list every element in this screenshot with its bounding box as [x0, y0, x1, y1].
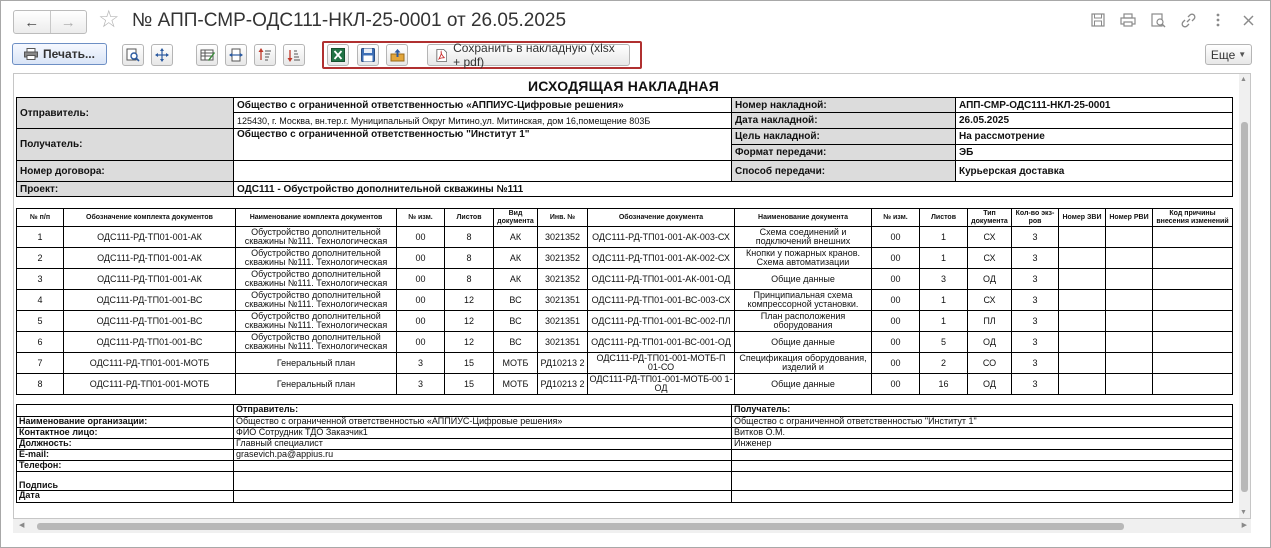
table-body [17, 227, 1233, 395]
cell-doc-name [735, 311, 872, 332]
vertical-scrollbar[interactable] [1239, 74, 1250, 518]
cell-doc-type: ОД [968, 269, 1012, 290]
close-icon[interactable] [1240, 11, 1256, 29]
email-label: E-mail: [17, 450, 234, 461]
cell-empty [1106, 332, 1153, 353]
cell-text: План расположения оборудования [760, 312, 846, 330]
contract-value [234, 161, 732, 182]
contact-sender: ФИО Сотрудник ТДО Заказчик1 [234, 428, 732, 439]
export-box-icon [390, 48, 405, 62]
email-recipient [732, 450, 1233, 461]
cell-doc-type: СО [968, 353, 1012, 374]
cell-doc-name [735, 248, 872, 269]
cell-copies: 3 [1012, 374, 1059, 395]
preview-search-icon[interactable] [1150, 11, 1166, 29]
cell-empty [1106, 311, 1153, 332]
favorite-star-icon[interactable]: ☆ [98, 6, 120, 33]
table-row [17, 227, 1233, 248]
cell-set-code: ОДС111-РД-ТП01-001-МОТБ [64, 353, 236, 374]
cell-text: 3021351 [544, 316, 581, 326]
invoice-date: 26.05.2025 [956, 113, 1233, 129]
cell-text: ОДС111-РД-ТП01-001-АК-001-ОД [591, 274, 731, 284]
cell-text: Обустройство дополнительной скважины №111. Технологическая [244, 228, 388, 246]
cell-set-code: ОДС111-РД-ТП01-001-ВС [64, 311, 236, 332]
cell-kind: ВС [494, 311, 538, 332]
scroll-right-icon[interactable]: ▶ [1241, 522, 1247, 529]
save-file-button[interactable] [357, 44, 379, 66]
table-row [17, 353, 1233, 374]
cell-doc-type: СХ [968, 248, 1012, 269]
email-sender: grasevich.pa@appius.ru [234, 450, 732, 461]
save-to-invoice-label: Сохранить в накладную (xlsx + pdf) [453, 41, 615, 69]
cell-set-rev: 00 [397, 227, 445, 248]
col-header-doc-name: Наименование документа [735, 209, 872, 227]
scroll-down-icon[interactable]: ▼ [1240, 509, 1247, 516]
cell-text: ОДС111-РД-ТП01-001-АК-003-СХ [592, 232, 730, 242]
recipient-label: Получатель: [17, 129, 234, 161]
pdf-icon [436, 48, 447, 63]
cell-doc-name [735, 269, 872, 290]
cell-doc-name [735, 374, 872, 395]
cell-text: РД10213 2 [540, 379, 585, 389]
cell-empty [1059, 311, 1106, 332]
cell-empty [1153, 353, 1233, 374]
method-value: Курьерская доставка [956, 161, 1233, 182]
cell-doc-type: ПЛ [968, 311, 1012, 332]
cell-doc-code [588, 353, 735, 374]
cell-doc-rev: 00 [872, 290, 920, 311]
cell-kind: АК [494, 269, 538, 290]
cell-text: ОДС111-РД-ТП01-001-ВС-002-ПЛ [591, 316, 731, 326]
col-header-doc-code: Обозначение документа [588, 209, 735, 227]
cell-text: Общие данные [771, 274, 835, 284]
cell-text: Спецификация оборудования, изделий и [739, 354, 867, 372]
cell-empty [1106, 227, 1153, 248]
col-header-zvi: Номер ЗВИ [1059, 209, 1106, 227]
project-value: ОДС111 - Обустройство дополнительной скважины №111 [234, 182, 1233, 197]
send-export-button[interactable] [386, 44, 408, 66]
cell-doc-rev: 00 [872, 227, 920, 248]
cell-doc-rev: 00 [872, 248, 920, 269]
cell-copies: 3 [1012, 353, 1059, 374]
table-row [17, 374, 1233, 395]
cell-set-name [236, 290, 397, 311]
cell-doc-code [588, 311, 735, 332]
org-sender: Общество с ограниченной ответственностью «АППИУС-Цифровые решения» [234, 417, 732, 428]
purpose-value: На рассмотрение [956, 129, 1233, 145]
signature-label: Подпись [17, 472, 234, 491]
spreadsheet-viewport[interactable] [13, 73, 1251, 519]
cell-n: 1 [17, 227, 64, 248]
cell-inv [538, 374, 588, 395]
cell-doc-name [735, 227, 872, 248]
horizontal-scroll-thumb[interactable] [37, 523, 1124, 530]
page-title: № АПП-СМР-ОДС111-НКЛ-25-0001 от 26.05.2025 [132, 10, 567, 31]
cell-doc-rev: 00 [872, 332, 920, 353]
cell-kind: ВС [494, 290, 538, 311]
cell-empty [1059, 290, 1106, 311]
sort-ascending-icon [258, 48, 272, 62]
vertical-scroll-thumb[interactable] [1241, 122, 1248, 492]
contact-label: Контактное лицо: [17, 428, 234, 439]
column-width-icon [229, 48, 243, 62]
table-header-row [17, 209, 1233, 227]
cell-n: 3 [17, 269, 64, 290]
phone-sender [234, 461, 732, 472]
forward-button[interactable]: → [50, 11, 87, 33]
scroll-left-icon[interactable]: ◀ [19, 522, 25, 529]
cell-text: ОДС111-РД-ТП01-001-МОТБ-П 01-СО [596, 354, 726, 372]
invoice-number-label: Номер накладной: [732, 98, 956, 113]
cell-set-name [236, 248, 397, 269]
chevron-down-icon: ▼ [1238, 50, 1247, 59]
sender-label: Отправитель: [17, 98, 234, 129]
cell-empty [1059, 269, 1106, 290]
more-button-label: Еще [1210, 47, 1236, 62]
cell-empty [1153, 269, 1233, 290]
signature-sender [234, 472, 732, 491]
col-header-rvi: Номер РВИ [1106, 209, 1153, 227]
cell-set-code: ОДС111-РД-ТП01-001-АК [64, 227, 236, 248]
contact-recipient: Витков О.М. [732, 428, 1233, 439]
cell-doc-name [735, 332, 872, 353]
phone-recipient [732, 461, 1233, 472]
cell-set-rev: 00 [397, 248, 445, 269]
sender-address: 125430, г. Москва, вн.тер.г. Муниципальный Округ Митино,ул. Митинская, дом 16,помещение 803Б [234, 113, 732, 129]
cell-doc-code [588, 332, 735, 353]
table-row [17, 332, 1233, 353]
cell-n: 6 [17, 332, 64, 353]
cell-text: Обустройство дополнительной скважины №111. Технологическая [244, 270, 388, 288]
cell-n: 2 [17, 248, 64, 269]
cell-doc-sheets: 1 [920, 248, 968, 269]
cell-empty [1059, 248, 1106, 269]
footer-sender-header: Отправитель: [234, 405, 732, 417]
signature-recipient [732, 472, 1233, 491]
move-button[interactable] [151, 44, 173, 66]
cell-doc-sheets: 3 [920, 269, 968, 290]
documents-table [16, 208, 1233, 395]
more-button[interactable] [1205, 44, 1252, 65]
cell-copies: 3 [1012, 332, 1059, 353]
cell-text: 3021352 [544, 253, 581, 263]
title-bar [1, 1, 1270, 41]
cell-doc-sheets: 16 [920, 374, 968, 395]
cell-kind: МОТБ [494, 374, 538, 395]
floppy-disk-icon [361, 48, 375, 62]
cell-doc-rev: 00 [872, 269, 920, 290]
cell-set-name [236, 353, 397, 374]
scroll-up-icon[interactable]: ▲ [1240, 76, 1247, 83]
table-row [17, 290, 1233, 311]
format-value: ЭБ [956, 145, 1233, 161]
purpose-label: Цель накладной: [732, 129, 956, 145]
col-header-inv: Инв. № [538, 209, 588, 227]
cell-n: 4 [17, 290, 64, 311]
cell-kind: АК [494, 248, 538, 269]
contacts-table [16, 404, 1233, 503]
cell-doc-type: СХ [968, 290, 1012, 311]
cell-text: ОДС111-РД-ТП01-001-АК-002-СХ [592, 253, 730, 263]
cell-set-name [236, 332, 397, 353]
footer-recipient-header: Получатель: [732, 405, 1233, 417]
cell-doc-name [735, 353, 872, 374]
cell-text: Схема соединений и подключений внешних [755, 228, 851, 246]
cell-doc-sheets: 1 [920, 311, 968, 332]
save-disk-icon[interactable] [1090, 11, 1106, 29]
sort-asc-button[interactable] [254, 44, 276, 66]
cell-empty [1106, 353, 1153, 374]
cell-empty [1153, 311, 1233, 332]
cell-empty [1059, 332, 1106, 353]
cell-set-code: ОДС111-РД-ТП01-001-ВС [64, 290, 236, 311]
cell-text: ОДС111-РД-ТП01-001-МОТБ-00 1-ОД [589, 375, 733, 393]
cell-copies: 3 [1012, 290, 1059, 311]
col-header-set-code: Обозначение комплекта документов [64, 209, 236, 227]
cell-set-code: ОДС111-РД-ТП01-001-АК [64, 269, 236, 290]
col-header-set-rev: № изм. [397, 209, 445, 227]
horizontal-scrollbar[interactable] [13, 519, 1251, 533]
cell-set-sheets: 12 [445, 311, 494, 332]
col-header-number: № п/п [17, 209, 64, 227]
cell-empty [1059, 353, 1106, 374]
cell-doc-code [588, 269, 735, 290]
cell-n: 8 [17, 374, 64, 395]
col-header-set-sheets: Листов [445, 209, 494, 227]
project-label: Проект: [17, 182, 234, 197]
cell-text: Кнопки у пожарных кранов. Схема автоматизации [745, 249, 860, 267]
more-vertical-icon[interactable] [1210, 11, 1226, 29]
cell-doc-sheets: 5 [920, 332, 968, 353]
cell-set-rev: 00 [397, 269, 445, 290]
cell-set-code: ОДС111-РД-ТП01-001-ВС [64, 332, 236, 353]
cell-set-sheets: 12 [445, 332, 494, 353]
cell-doc-type: СХ [968, 227, 1012, 248]
cell-empty [1106, 290, 1153, 311]
org-recipient: Общество с ограниченной ответственностью "Институт 1" [732, 417, 1233, 428]
cell-doc-code [588, 290, 735, 311]
cell-copies: 3 [1012, 248, 1059, 269]
cell-doc-code [588, 227, 735, 248]
preview-button[interactable] [122, 44, 144, 66]
cell-text: Генеральный план [276, 379, 356, 389]
cell-empty [1106, 374, 1153, 395]
cell-text: 3021351 [544, 337, 581, 347]
printer-icon[interactable] [1120, 11, 1136, 29]
title-actions [1090, 11, 1256, 29]
col-header-doc-type: Тип документа [968, 209, 1012, 227]
invoice-header-table [16, 97, 1233, 197]
cell-doc-rev: 00 [872, 353, 920, 374]
col-header-set-name: Наименование комплекта документов [236, 209, 397, 227]
date-label: Дата [17, 491, 234, 503]
cell-copies: 3 [1012, 227, 1059, 248]
nav-buttons [13, 10, 87, 34]
cell-inv [538, 269, 588, 290]
cell-copies: 3 [1012, 269, 1059, 290]
back-button[interactable]: ← [24, 13, 40, 31]
cell-set-code: ОДС111-РД-ТП01-001-АК [64, 248, 236, 269]
cell-text: Обустройство дополнительной скважины №111. Технологическая [244, 333, 388, 351]
cell-text: 3021352 [544, 274, 581, 284]
cell-set-rev: 3 [397, 374, 445, 395]
print-button[interactable] [12, 43, 107, 65]
cell-text: 3021352 [544, 232, 581, 242]
cell-n: 5 [17, 311, 64, 332]
cell-set-sheets: 12 [445, 290, 494, 311]
phone-label: Телефон: [17, 461, 234, 472]
col-header-doc-sheets: Листов [920, 209, 968, 227]
cell-doc-sheets: 2 [920, 353, 968, 374]
cell-empty [1106, 248, 1153, 269]
cell-text: ОДС111-РД-ТП01-001-ВС-001-ОД [591, 337, 731, 347]
cell-set-rev: 00 [397, 290, 445, 311]
cell-text: Обустройство дополнительной скважины №111. Технологическая [244, 312, 388, 330]
table-row [17, 269, 1233, 290]
position-sender: Главный специалист [234, 439, 732, 450]
cell-inv [538, 248, 588, 269]
col-header-doc-rev: № изм. [872, 209, 920, 227]
cell-inv [538, 311, 588, 332]
cell-inv [538, 353, 588, 374]
cell-kind: МОТБ [494, 353, 538, 374]
cell-text: Принципиальная схема компрессорной установки. [747, 291, 859, 309]
col-header-reason: Код причины внесения изменений [1153, 209, 1233, 227]
cell-set-sheets: 8 [445, 248, 494, 269]
cell-text: РД10213 2 [540, 358, 585, 368]
edit-table-button[interactable] [196, 44, 218, 66]
cell-empty [1153, 374, 1233, 395]
preview-search-icon [126, 48, 140, 62]
cell-doc-code [588, 374, 735, 395]
move-arrows-icon [155, 48, 169, 62]
invoice-number: АПП-СМР-ОДС111-НКЛ-25-0001 [956, 98, 1233, 113]
export-xlsx-button[interactable] [327, 44, 349, 66]
cell-doc-type: ОД [968, 374, 1012, 395]
cell-set-sheets: 15 [445, 374, 494, 395]
recipient-name: Общество с ограниченной ответственностью "Институт 1" [234, 129, 732, 161]
cell-text: Генеральный план [276, 358, 356, 368]
sender-name: Общество с ограниченной ответственностью «АППИУС-Цифровые решения» [234, 98, 732, 113]
printer-icon [24, 48, 38, 60]
cell-text: 3021351 [544, 295, 581, 305]
cell-inv [538, 227, 588, 248]
cell-set-name [236, 374, 397, 395]
sort-descending-icon [287, 48, 301, 62]
cell-empty [1059, 374, 1106, 395]
cell-doc-type: ОД [968, 332, 1012, 353]
column-width-button[interactable] [225, 44, 247, 66]
col-header-copies: Кол-во экз-ров [1012, 209, 1059, 227]
cell-set-rev: 3 [397, 353, 445, 374]
cell-set-code: ОДС111-РД-ТП01-001-МОТБ [64, 374, 236, 395]
col-header-doc-kind: Вид документа [494, 209, 538, 227]
cell-text: Обустройство дополнительной скважины №111. Технологическая [244, 249, 388, 267]
cell-kind: ВС [494, 332, 538, 353]
cell-set-sheets: 15 [445, 353, 494, 374]
cell-set-sheets: 8 [445, 227, 494, 248]
link-icon[interactable] [1180, 11, 1196, 29]
save-to-invoice-button[interactable] [427, 41, 630, 69]
cell-doc-rev: 00 [872, 374, 920, 395]
cell-doc-rev: 00 [872, 311, 920, 332]
print-button-label: Печать... [43, 47, 95, 61]
org-label: Наименование организации: [17, 417, 234, 428]
cell-set-rev: 00 [397, 311, 445, 332]
cell-kind: АК [494, 227, 538, 248]
cell-inv [538, 332, 588, 353]
cell-n: 7 [17, 353, 64, 374]
cell-text: Обустройство дополнительной скважины №111. Технологическая [244, 291, 388, 309]
invoice-date-label: Дата накладной: [732, 113, 956, 129]
cell-set-name [236, 227, 397, 248]
edit-table-icon [200, 48, 215, 62]
cell-doc-code [588, 248, 735, 269]
blank-cell [17, 405, 234, 417]
cell-inv [538, 290, 588, 311]
report-title: ИСХОДЯЩАЯ НАКЛАДНАЯ [528, 78, 719, 94]
table-row [17, 248, 1233, 269]
cell-text: ОДС111-РД-ТП01-001-ВС-003-СХ [591, 295, 731, 305]
cell-set-name [236, 269, 397, 290]
cell-empty [1059, 227, 1106, 248]
cell-empty [1153, 248, 1233, 269]
position-recipient: Инженер [732, 439, 1233, 450]
date-sender [234, 491, 732, 503]
contract-label: Номер договора: [17, 161, 234, 182]
method-label: Способ передачи: [732, 161, 956, 182]
cell-set-sheets: 8 [445, 269, 494, 290]
cell-doc-sheets: 1 [920, 290, 968, 311]
cell-empty [1153, 332, 1233, 353]
format-label: Формат передачи: [732, 145, 956, 161]
cell-doc-name [735, 290, 872, 311]
cell-text: Общие данные [771, 337, 835, 347]
cell-empty [1153, 227, 1233, 248]
cell-doc-sheets: 1 [920, 227, 968, 248]
cell-set-name [236, 311, 397, 332]
excel-icon [331, 48, 345, 62]
cell-empty [1153, 290, 1233, 311]
cell-text: Общие данные [771, 379, 835, 389]
cell-set-rev: 00 [397, 332, 445, 353]
cell-empty [1106, 269, 1153, 290]
cell-copies: 3 [1012, 311, 1059, 332]
sort-desc-button[interactable] [283, 44, 305, 66]
table-row [17, 311, 1233, 332]
date-recipient [732, 491, 1233, 503]
position-label: Должность: [17, 439, 234, 450]
